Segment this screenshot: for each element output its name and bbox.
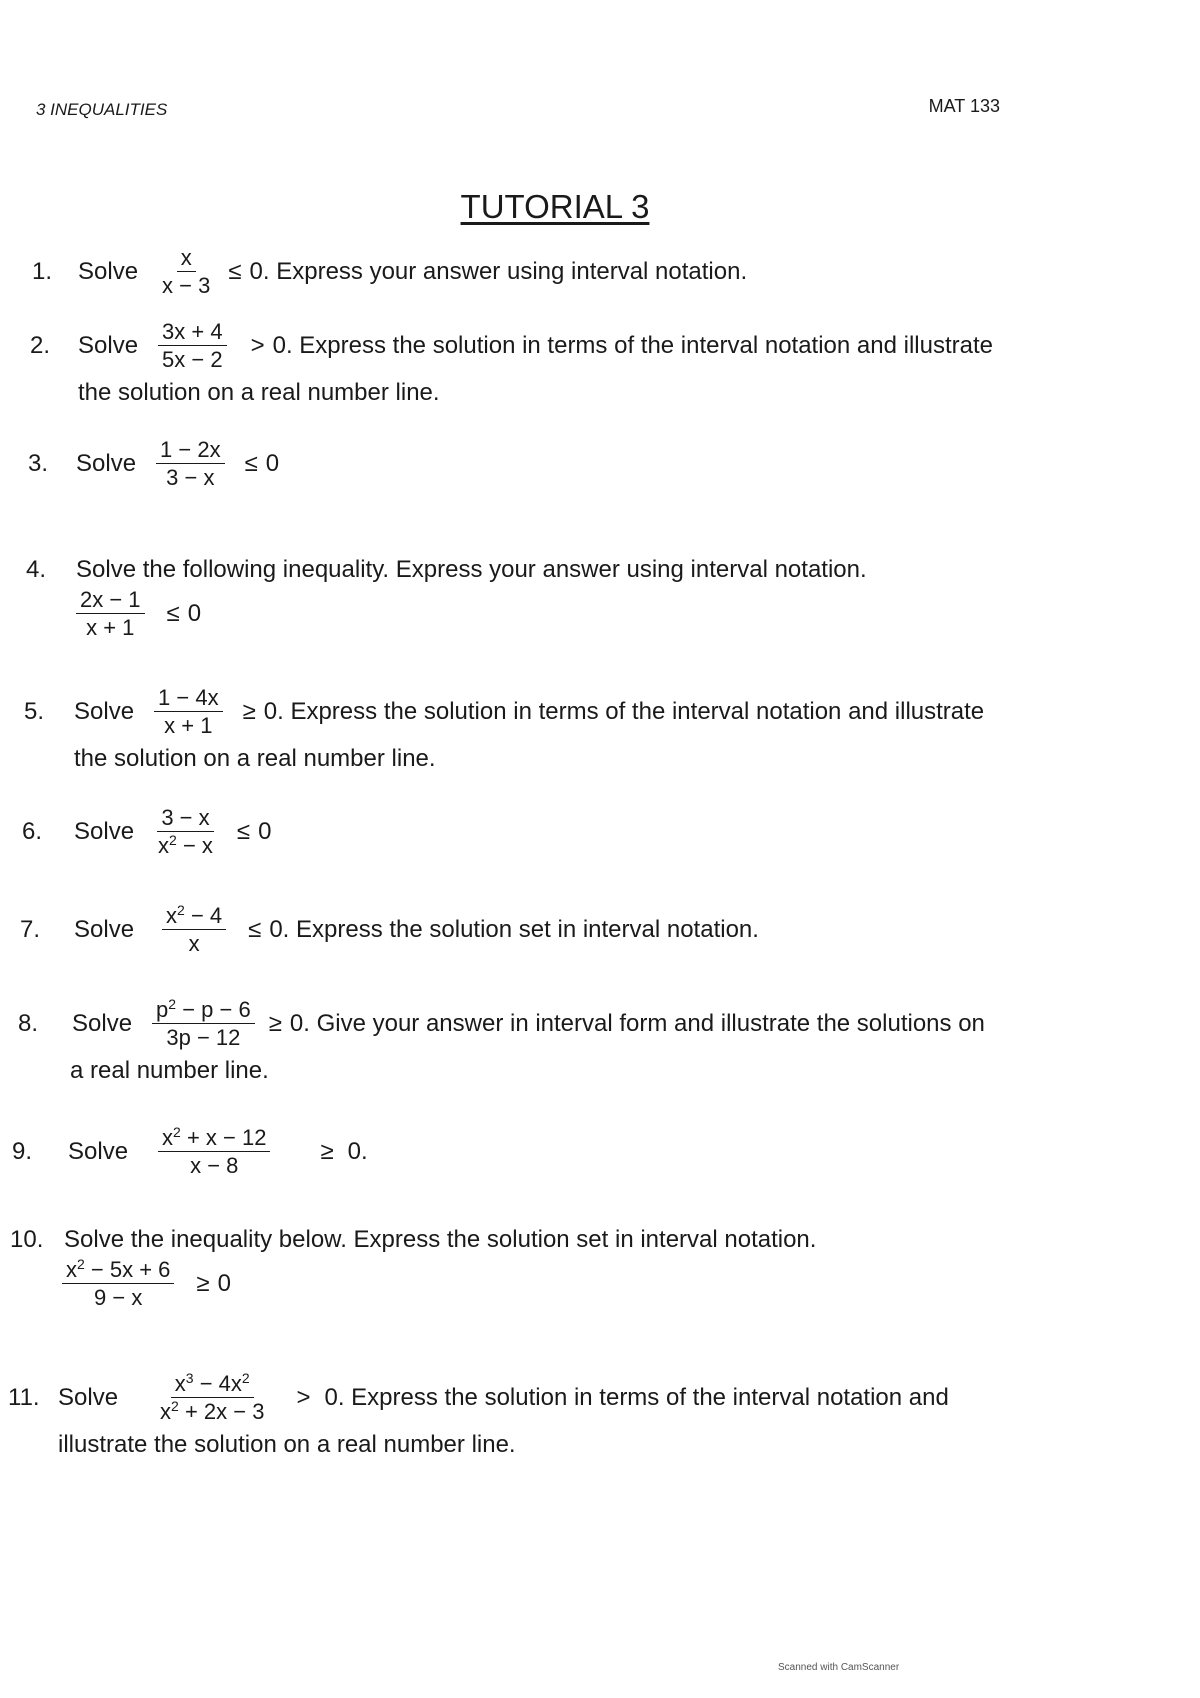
problem-3: [28, 438, 1188, 489]
solve-label: Solve: [76, 449, 137, 477]
denominator: 5x − 2: [162, 347, 223, 373]
fraction: [162, 904, 226, 955]
problem-text-continued: the solution on a real number line.: [78, 379, 440, 407]
problem-text: 0: [217, 1269, 231, 1297]
solve-label: Solve: [58, 1383, 119, 1411]
course-code: MAT 133: [928, 96, 1000, 116]
relation-symbol: ≤: [166, 599, 180, 627]
fraction: [76, 588, 145, 639]
denominator: x: [188, 931, 200, 957]
denominator: x + 1: [164, 713, 213, 739]
problem-number: 3.: [28, 449, 49, 477]
denominator: x − 3: [162, 273, 211, 299]
problem-number: 7.: [20, 915, 41, 943]
problem-number: 8.: [18, 1009, 39, 1037]
numerator: 1 − 4x: [154, 686, 223, 712]
problem-4: [26, 556, 1186, 639]
numerator: 3x + 4: [158, 320, 227, 346]
problem-number: 9.: [12, 1137, 33, 1165]
problem-11: [8, 1372, 1168, 1459]
problem-number: 2.: [30, 331, 51, 359]
denominator: 3 − x: [166, 465, 215, 491]
fraction: [158, 246, 214, 297]
fraction: [156, 438, 225, 489]
problem-number: 5.: [24, 697, 45, 725]
fraction: [158, 1126, 270, 1177]
solve-label: Solve: [74, 817, 135, 845]
problem-text: 0.: [347, 1137, 368, 1165]
numerator: 1 − 2x: [156, 438, 225, 464]
numerator: 2x − 1: [76, 588, 145, 614]
problem-7: [20, 904, 1180, 955]
problem-10: [10, 1226, 1170, 1309]
denominator: x + 1: [86, 615, 135, 641]
problem-text: 0. Express the solution in terms of the interval notation and illustrate: [272, 331, 993, 359]
relation-symbol: ≥: [320, 1137, 334, 1165]
relation-symbol: ≤: [236, 817, 251, 845]
numerator: $x^2 - 4$: [162, 904, 226, 930]
problem-number: 1.: [32, 257, 53, 285]
solve-label: Solve: [78, 257, 139, 285]
fraction: [154, 806, 217, 857]
problem-text: Solve the following inequality. Express your answer using interval notation.: [76, 556, 867, 583]
problem-number: 4.: [26, 556, 47, 583]
problem-text: 0: [265, 449, 280, 477]
solve-label: Solve: [74, 915, 135, 943]
fraction: [156, 1372, 268, 1423]
relation-symbol: >: [250, 331, 265, 359]
solve-label: Solve: [72, 1009, 133, 1037]
course-topic: 3 INEQUALITIES: [36, 100, 168, 119]
denominator: 9 − x: [94, 1285, 143, 1311]
problem-text: 0. Express the solution in terms of the interval notation and: [324, 1383, 949, 1411]
numerator: $x^3 - 4x^2$: [171, 1372, 254, 1398]
numerator: $x^2 - 5x + 6$: [62, 1258, 174, 1284]
relation-symbol: ≥: [268, 1009, 282, 1037]
numerator: x: [177, 246, 196, 272]
page-title: TUTORIAL 3: [460, 188, 650, 225]
problem-9: [12, 1126, 1172, 1177]
problem-number: 6.: [22, 817, 43, 845]
numerator: $p^2 - p - 6$: [152, 998, 255, 1024]
relation-symbol: >: [296, 1383, 311, 1411]
denominator: $x^2 + 2x - 3$: [160, 1398, 265, 1425]
denominator: $x^2 - x$: [158, 832, 213, 859]
solve-label: Solve: [78, 331, 139, 359]
problem-2: [30, 320, 1190, 407]
problem-text: 0. Express the solution in terms of the interval notation and illustrate: [263, 697, 985, 725]
relation-symbol: ≤: [244, 449, 258, 477]
problem-5: [24, 686, 1184, 773]
problem-text: 0. Express your answer using interval notation.: [249, 257, 748, 285]
problem-6: [22, 806, 1182, 857]
fraction: [152, 998, 255, 1049]
relation-symbol: ≥: [242, 697, 256, 725]
problem-number: 10.: [10, 1226, 44, 1253]
numerator: 3 − x: [157, 806, 213, 832]
scanner-watermark: Scanned with CamScanner: [778, 1662, 900, 1673]
problem-text-continued: a real number line.: [70, 1057, 269, 1085]
problem-text: 0. Give your answer in interval form and illustrate the solutions on: [289, 1009, 985, 1037]
denominator: x − 8: [190, 1153, 239, 1179]
problem-8: [18, 998, 1178, 1085]
fraction: [158, 320, 227, 371]
denominator: 3p − 12: [166, 1025, 241, 1051]
relation-symbol: ≤: [228, 257, 242, 285]
relation-symbol: ≥: [196, 1269, 210, 1297]
solve-label: Solve: [74, 697, 135, 725]
problem-text: 0: [187, 599, 202, 627]
problem-text-continued: the solution on a real number line.: [74, 745, 436, 773]
problem-number: 11.: [8, 1383, 40, 1411]
problem-text: 0. Express the solution set in interval notation.: [269, 915, 759, 943]
fraction: [62, 1258, 174, 1309]
numerator: $x^2 + x - 12$: [158, 1126, 270, 1152]
solve-label: Solve: [68, 1137, 129, 1165]
relation-symbol: ≤: [248, 915, 262, 943]
problem-text: 0: [258, 817, 272, 845]
fraction: [154, 686, 223, 737]
problem-text-continued: illustrate the solution on a real number line.: [58, 1431, 516, 1459]
problem-text: Solve the inequality below. Express the solution set in interval notation.: [64, 1226, 817, 1253]
problem-1: [32, 246, 1192, 297]
